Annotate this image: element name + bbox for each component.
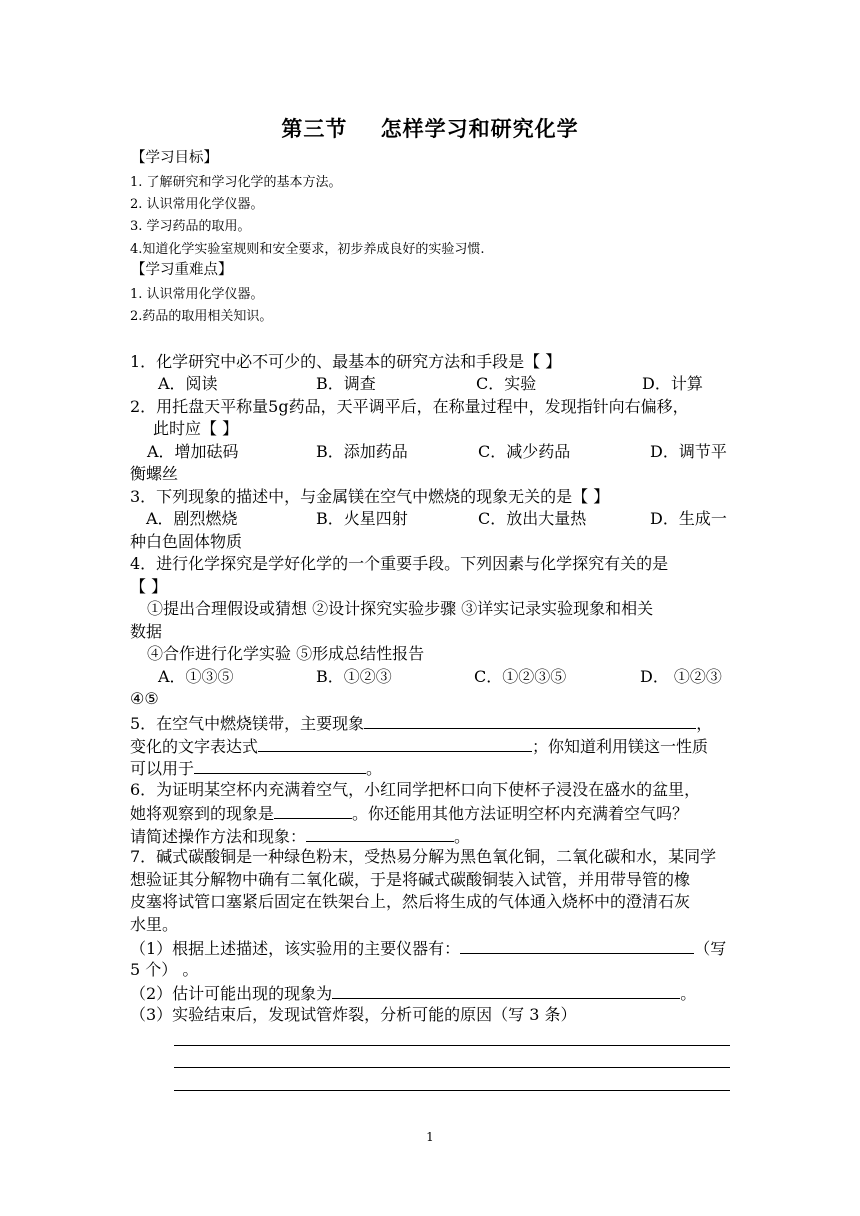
q5-text: 。 xyxy=(366,759,383,778)
question-4-stem: 4．进行化学探究是学好化学的一个重要手段。下列因素与化学探究有关的是 xyxy=(130,554,669,573)
question-6-line-2 xyxy=(130,801,688,825)
q7-sub-1-wrap: 5 个） 。 xyxy=(130,960,199,979)
key-point-item: 1. 认识常用化学仪器。 xyxy=(130,287,264,302)
q5-text: 变化的文字表达式 xyxy=(130,737,259,756)
answer-blank[interactable] xyxy=(364,711,696,729)
q5-text: ；你知道利用镁这一性质 xyxy=(532,737,709,756)
objective-item: 2. 认识常用化学仪器。 xyxy=(130,197,264,212)
objective-item: 1. 了解研究和学习化学的基本方法。 xyxy=(130,175,342,190)
q1-option-c: C．实验 xyxy=(476,374,537,393)
q2-option-b: B．添加药品 xyxy=(316,442,408,461)
answer-line[interactable] xyxy=(174,1045,730,1046)
objective-item: 4.知道化学实验室规则和安全要求，初步养成良好的实验习惯. xyxy=(130,242,485,257)
q7-text: 。 xyxy=(680,984,697,1003)
question-6-line-3 xyxy=(130,824,470,848)
question-6-line-1: 6．为证明某空杯内充满着空气，小红同学把杯口向下使杯子浸没在盛水的盆里， xyxy=(130,780,701,799)
answer-line[interactable] xyxy=(174,1067,730,1068)
q6-text: 请简述操作方法和现象： xyxy=(130,827,307,846)
q1-option-b: B．调查 xyxy=(316,374,376,393)
question-2-stem: 2．用托盘天平称量5g药品，天平调平后，在称量过程中，发现指针向右偏移， xyxy=(130,397,689,416)
q7-sub-3: （3）实验结束后，发现试管炸裂，分析可能的原因（写 3 条） xyxy=(130,1005,577,1024)
q1-option-a: A．阅读 xyxy=(158,374,218,393)
q7-text: （1）根据上述描述，该实验用的主要仪器有： xyxy=(130,939,461,958)
q4-option-d-wrap: ④⑤ xyxy=(130,689,159,708)
q6-text: 。 xyxy=(454,827,471,846)
key-point-item: 2.药品的取用相关知识。 xyxy=(130,309,273,324)
question-3-stem: 3．下列现象的描述中，与金属镁在空气中燃烧的现象无关的是【 】 xyxy=(130,487,610,506)
q3-option-d-wrap: 种白色固体物质 xyxy=(130,532,243,551)
question-5-line-3 xyxy=(130,756,382,780)
q5-text: 5．在空气中燃烧镁带，主要现象 xyxy=(130,714,365,733)
q7-text: （写 xyxy=(694,939,727,958)
answer-blank[interactable] xyxy=(332,981,680,999)
question-1-stem: 1．化学研究中必不可少的、最基本的研究方法和手段是【 】 xyxy=(130,352,562,371)
question-4-stem-cont: 【 】 xyxy=(130,577,168,596)
key-points-header: 【学习重难点】 xyxy=(131,262,233,278)
q3-option-a: A．剧烈燃烧 xyxy=(146,509,238,528)
answer-blank[interactable] xyxy=(258,734,532,752)
q2-option-d-wrap: 衡螺丝 xyxy=(130,464,179,483)
q4-factors-line-1-wrap: 数据 xyxy=(130,622,163,641)
q3-option-c: C．放出大量热 xyxy=(478,509,587,528)
q7-sub-1 xyxy=(130,936,726,960)
q6-text: 。你还能用其他方法证明空杯内充满着空气吗？ xyxy=(352,804,689,823)
q5-text: 可以用于 xyxy=(130,759,195,778)
q4-option-d: D． ①②③ xyxy=(640,667,722,686)
q2-option-a: A．增加砝码 xyxy=(147,442,239,461)
q4-option-b: B．①②③ xyxy=(316,667,392,686)
answer-blank[interactable] xyxy=(274,801,352,819)
objectives-header: 【学习目标】 xyxy=(131,150,218,166)
q7-sub-2 xyxy=(130,981,696,1005)
question-5-line-2 xyxy=(130,734,708,758)
q3-option-b: B．火星四射 xyxy=(316,509,408,528)
q4-option-c: C．①②③⑤ xyxy=(474,667,567,686)
objective-item: 3. 学习药品的取用。 xyxy=(130,219,251,234)
page-number: 1 xyxy=(426,1130,434,1144)
page-title: 第三节 怎样学习和研究化学 xyxy=(281,117,579,141)
answer-line[interactable] xyxy=(174,1090,730,1091)
q2-option-d: D．调节平 xyxy=(650,442,727,461)
q2-option-c: C．减少药品 xyxy=(478,442,571,461)
question-2-stem-cont: 此时应【 】 xyxy=(153,419,239,438)
q4-factors-line-2: ④合作进行化学实验 ⑤形成总结性报告 xyxy=(147,644,425,663)
question-7-line-3: 皮塞将试管口塞紧后固定在铁架台上，然后将生成的气体通入烧杯中的澄清石灰 xyxy=(130,892,691,911)
q5-text: ， xyxy=(696,714,713,733)
answer-blank[interactable] xyxy=(194,756,366,774)
q6-text: 她将观察到的现象是 xyxy=(130,804,275,823)
q1-option-d: D．计算 xyxy=(642,374,703,393)
q7-text: （2）估计可能出现的现象为 xyxy=(130,984,333,1003)
answer-blank[interactable] xyxy=(306,824,454,842)
question-7-line-2: 想验证其分解物中确有二氧化碳，于是将碱式碳酸铜装入试管，并用带导管的橡 xyxy=(130,870,691,889)
question-7-line-1: 7．碱式碳酸铜是一种绿色粉末，受热易分解为黑色氧化铜，二氧化碳和水，某同学 xyxy=(130,847,717,866)
question-7-line-4: 水里。 xyxy=(130,915,179,934)
q3-option-d: D．生成一 xyxy=(650,509,727,528)
question-5-line-1 xyxy=(130,711,712,735)
q4-factors-line-1: ①提出合理假设或猜想 ②设计探究实验步骤 ③详实记录实验现象和相关 xyxy=(147,599,654,618)
answer-blank[interactable] xyxy=(460,936,694,954)
q4-option-a: A．①③⑤ xyxy=(158,667,234,686)
